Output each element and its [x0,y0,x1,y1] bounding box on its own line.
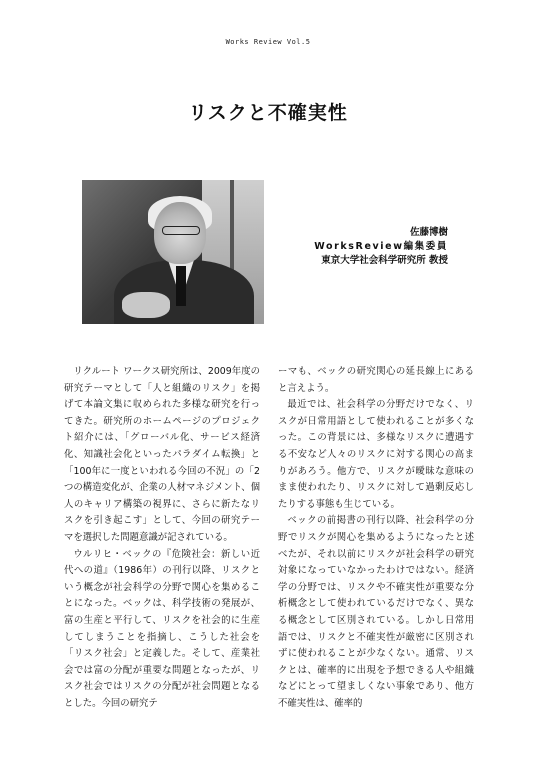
paragraph-continuation: ーマも、ベックの研究関心の延長線上にあると言えよう。 [278,366,474,394]
body-column-left [64,364,260,712]
body-column-right [278,364,474,712]
author-block [314,226,448,268]
paragraph: ウルリヒ・ベックの『危険社会：新しい近代への道』（1986年）の刊行以降、リスクという概念が社会科学の分野で関心を集めることになった。ベックは、科学技術の発展が、富の生産と平行して、リスクを社会的に生産してしまうことを指摘し、こうした社会を「リスク社会」と定義した。そして、産業社会では富の分配が重要な問題となったが、リスク社会ではリスクの分配が社会問題となるとした。今回の研究テ [64,548,260,709]
running-head: Works Review Vol.5 [225,38,311,46]
author-role: WorksReview編集委員 [314,241,448,252]
hand [122,292,170,318]
author-name: 佐藤博樹 [409,227,448,238]
author-photo [82,180,264,324]
paragraph: ベックの前掲書の刊行以降、社会科学の分野でリスクが関心を集めるようになったと述べたが、それ以前にリスクが社会科学の研究対象になっていなかったわけではない。経済学の分野では、リスクや不確実性が重要な分析概念として使われているだけでなく、異なる概念として区別されている。しかし日常用語では、リスクと不確実性が厳密に区別されずに使われることが少なくない。通常、リスクとは、確率的に出現を予想できる人や組織などにとって望ましくない事象であり、他方不確実性は、確率的 [278,515,474,709]
tie [176,266,186,306]
paragraph: リクルート ワークス研究所は、2009年度の研究テーマとして「人と組織のリスク」を掲げて本論文集に収められた多様な研究を行ってきた。研究所のホームページのプロジェクト紹介には、「グローバル化、サービス経済化、知識社会化といったパラダイム転換」と「100年に一度といわれる今回の不況」の「2つの構造変化が、企業の人材マネジメント、個人のキャリア構築の視界に、さらに新たなリスクを引き起こす」として、今回の研究テーマを選択した問題意識が記されている。 [64,366,260,543]
glasses [162,226,200,235]
author-affiliation: 東京大学社会科学研究所 教授 [321,255,448,266]
page-title: リスクと不確実性 [188,102,348,124]
paragraph: 最近では、社会科学の分野だけでなく、リスクが日常用語として使われることが多くなった。この背景には、多様なリスクに遭遇する不安など人々のリスクに対する関心の高まりがあろう。他方で、リスクが曖昧な意味のまま使われたり、リスクに対して過剰反応したりする事態も生じている。 [278,399,474,510]
